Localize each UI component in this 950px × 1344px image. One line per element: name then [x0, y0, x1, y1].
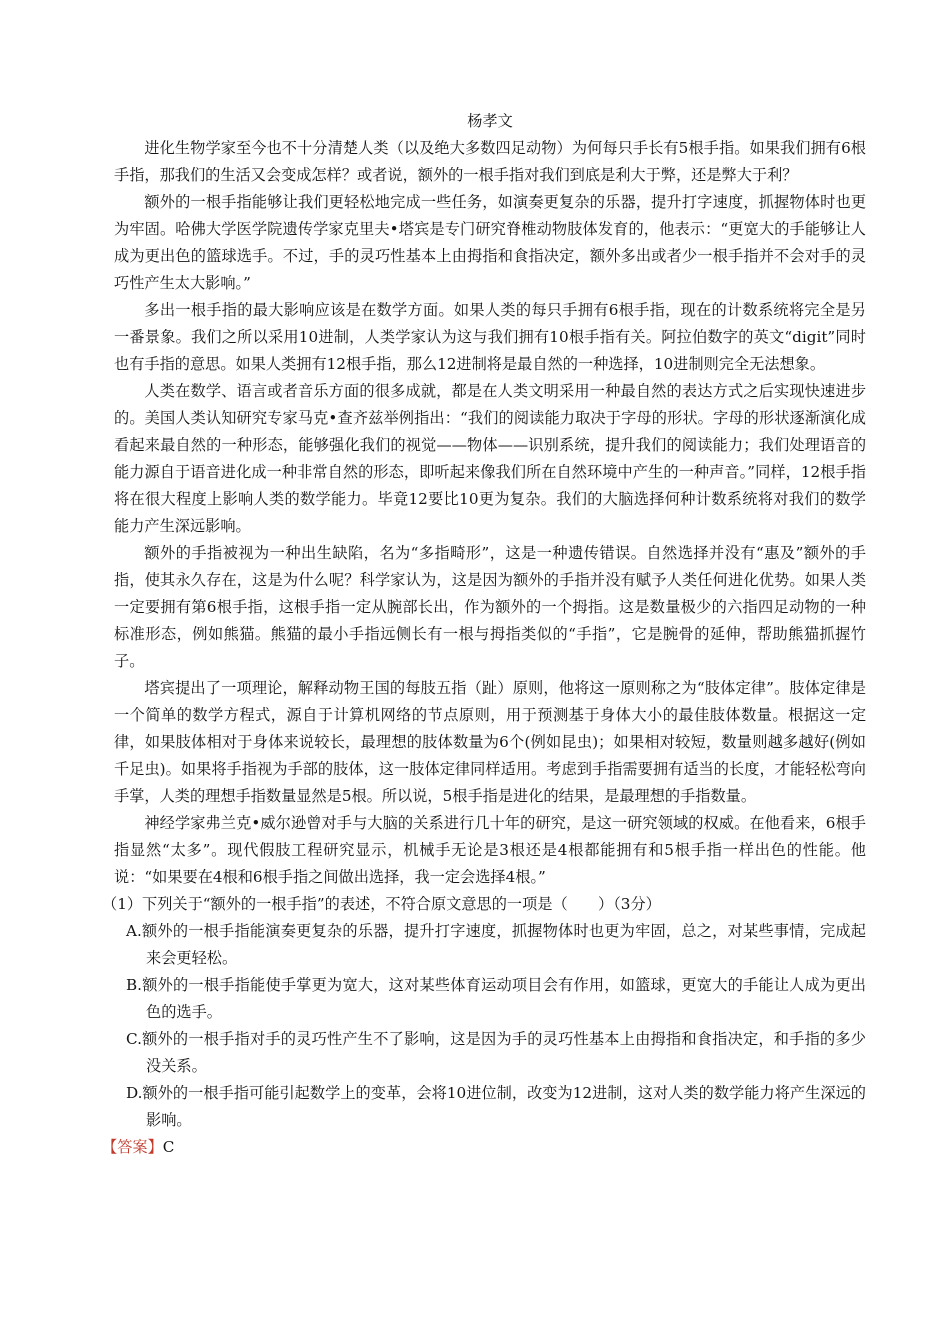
paragraph-1: 进化生物学家至今也不十分清楚人类（以及绝大多数四足动物）为何每只手长有5根手指。如果我们拥有6根手指，那我们的生活又会变成怎样？或者说，额外的一根手指对我们到底是利大于弊，还是弊大于利？: [114, 139, 866, 184]
paragraph-4: 人类在数学、语言或者音乐方面的很多成就，都是在人类文明采用一种最自然的表达方式之后实现快速进步的。美国人类认知研究专家马克•查齐兹举例指出：“我们的阅读能力取决于字母的形状。字母的形状逐渐演化成看起来最自然的一种形态，能够强化我们的视觉——物体——识别系统，提升我们的阅读能力；我们处理语音的能力源自于语音进化成一种非常自然的形态，即听起来像我们所在自然环境中产生的一种声音。”同样，12根手指将在很大程度上影响人类的数学能力。毕竟12要比10更为复杂。我们的大脑选择何种计数系统将对我们的数学能力产生深远影响。: [114, 382, 866, 535]
answer-line: [102, 1134, 866, 1161]
paragraph-7: 神经学家弗兰克•威尔逊曾对手与大脑的关系进行几十年的研究，是这一研究领域的权威。在他看来，6根手指显然“太多”。现代假肢工程研究显示，机械手无论是3根还是4根都能拥有和5根手指一样出色的性能。他说：“如果要在4根和6根手指之间做出选择，我一定会选择4根。”: [114, 814, 866, 886]
option-d: D.额外的一根手指可能引起数学上的变革，会将10进位制，改变为12进制，这对人类的数学能力将产生深远的影响。: [126, 1084, 866, 1129]
paragraph-2: 额外的一根手指能够让我们更轻松地完成一些任务，如演奏更复杂的乐器，提升打字速度，抓握物体时也更为牢固。哈佛大学医学院遗传学家克里夫•塔宾是专门研究脊椎动物肢体发育的，他表示：“更宽大的手能够让人成为更出色的篮球选手。不过，手的灵巧性基本上由拇指和食指决定，额外多出或者少一根手指并不会对手的灵巧性产生太大影响。”: [114, 193, 866, 292]
option-a: A.额外的一根手指能演奏更复杂的乐器，提升打字速度，抓握物体时也更为牢固，总之，对某些事情，完成起来会更轻松。: [126, 922, 866, 967]
option-c: C.额外的一根手指对手的灵巧性产生不了影响，这是因为手的灵巧性基本上由拇指和食指决定，和手指的多少没关系。: [126, 1030, 866, 1075]
paragraph-6: 塔宾提出了一项理论，解释动物王国的每肢五指（趾）原则，他将这一原则称之为“肢体定律”。肢体定律是一个简单的数学方程式，源自于计算机网络的节点原则，用于预测基于身体大小的最佳肢体数量。根据这一定律，如果肢体相对于身体来说较长，最理想的肢体数量为6个(例如昆虫)；如果相对较短，数量则越多越好(例如千足虫)。如果将手指视为手部的肢体，这一肢体定律同样适用。考虑到手指需要拥有适当的长度，才能轻松弯向手掌，人类的理想手指数量显然是5根。所以说，5根手指是进化的结果，是最理想的手指数量。: [114, 679, 866, 805]
answer-value: C: [162, 1138, 175, 1156]
option-b: B.额外的一根手指能使手掌更为宽大，这对某些体育运动项目会有作用，如篮球，更宽大的手能让人成为更出色的选手。: [126, 976, 866, 1021]
document-page: [102, 108, 866, 1161]
paragraph-3: 多出一根手指的最大影响应该是在数学方面。如果人类的每只手拥有6根手指，现在的计数系统将完全是另一番景象。我们之所以采用10进制，人类学家认为这与我们拥有10根手指有关。阿拉伯数字的英文“digit”同时也有手指的意思。如果人类拥有12根手指，那么12进制将是最自然的一种选择，10进制则完全无法想象。: [114, 301, 866, 373]
answer-label: 【答案】: [102, 1138, 163, 1156]
paragraph-5: 额外的手指被视为一种出生缺陷，名为“多指畸形”，这是一种遗传错误。自然选择并没有“惠及”额外的手指，使其永久存在，这是为什么呢？科学家认为，这是因为额外的手指并没有赋予人类任何进化优势。如果人类一定要拥有第6根手指，这根手指一定从腕部长出，作为额外的一个拇指。这是数量极少的六指四足动物的一种标准形态，例如熊猫。熊猫的最小手指远侧长有一根与拇指类似的“手指”，它是腕骨的延伸，帮助熊猫抓握竹子。: [114, 544, 866, 670]
question-stem: （1）下列关于“额外的一根手指”的表述，不符合原文意思的一项是（ ）（3分）: [102, 895, 661, 913]
author-name: 杨孝文: [467, 112, 513, 130]
